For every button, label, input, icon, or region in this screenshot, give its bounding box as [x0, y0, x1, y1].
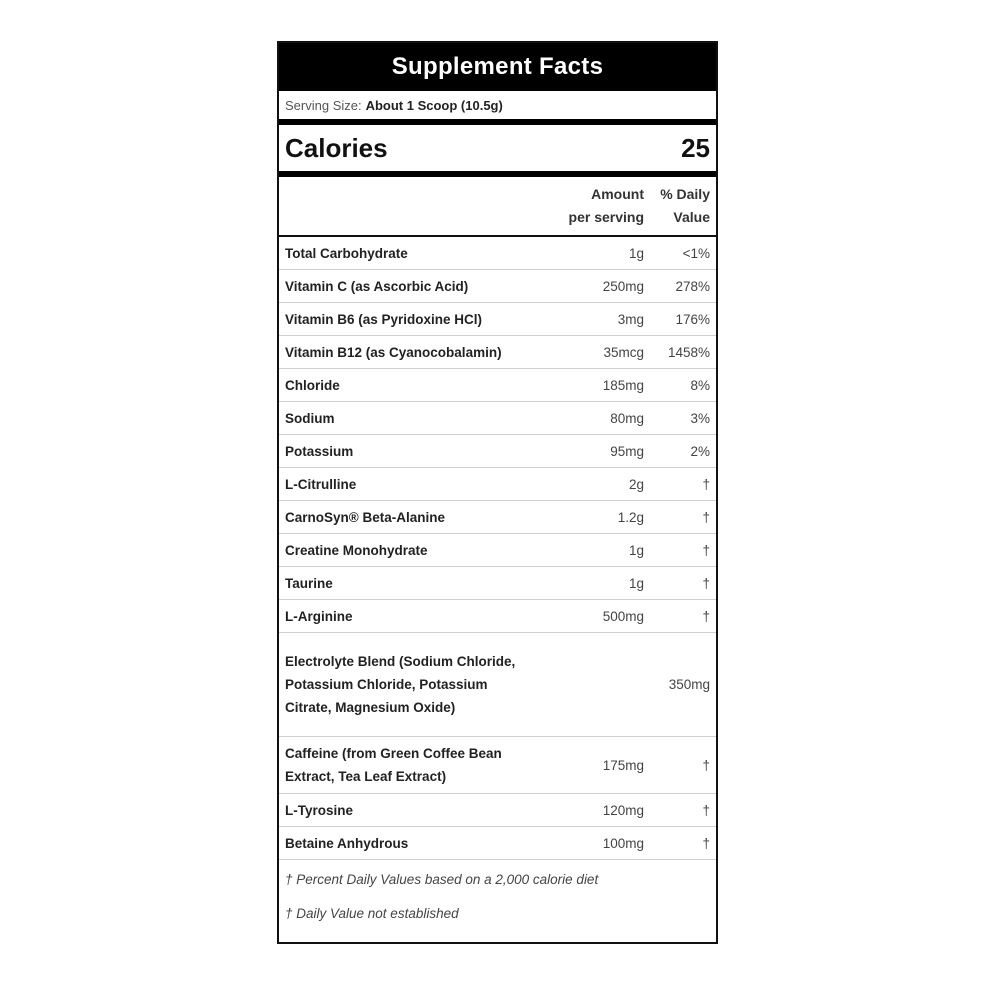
- nutrient-daily-value: <1%: [682, 245, 710, 261]
- nutrient-daily-value: †: [702, 575, 710, 591]
- nutrient-name: L-Arginine: [285, 608, 353, 624]
- nutrient-row: [279, 468, 716, 501]
- nutrient-name: L-Citrulline: [285, 476, 357, 492]
- nutrient-name: CarnoSyn® Beta-Alanine: [285, 509, 445, 525]
- nutrient-amount: 185mg: [602, 377, 644, 393]
- serving-size-value: About 1 Scoop (10.5g): [365, 97, 503, 113]
- footnotes: [279, 860, 716, 936]
- daily-value-column-header: [644, 183, 716, 229]
- supplement-facts-panel: [277, 41, 718, 944]
- nutrient-name: Betaine Anhydrous: [285, 835, 409, 851]
- nutrient-row: [279, 737, 716, 794]
- calories-label: Calories: [285, 132, 388, 163]
- nutrient-name: L-Tyrosine: [285, 802, 354, 818]
- nutrient-row: [279, 794, 716, 827]
- nutrient-name: Vitamin C (as Ascorbic Acid): [285, 278, 469, 294]
- nutrient-amount: 1g: [628, 245, 644, 261]
- nutrient-daily-value: 2%: [690, 443, 710, 459]
- nutrient-daily-value: †: [702, 802, 710, 818]
- nutrient-daily-value: †: [702, 608, 710, 624]
- serving-size-label: Serving Size:: [285, 97, 362, 113]
- nutrient-amount: 175mg: [602, 757, 644, 773]
- nutrient-name: Total Carbohydrate: [285, 245, 408, 261]
- nutrient-amount: 1g: [628, 575, 644, 591]
- nutrient-row: [279, 600, 716, 633]
- nutrient-amount: 1.2g: [617, 509, 644, 525]
- nutrient-name: Vitamin B6 (as Pyridoxine HCl): [285, 311, 483, 327]
- calories-value: 25: [681, 132, 710, 163]
- nutrient-row: [279, 270, 716, 303]
- nutrient-row: [279, 336, 716, 369]
- dv-header-line1: % Daily: [660, 186, 710, 202]
- nutrient-name: Creatine Monohydrate: [285, 542, 428, 558]
- amount-column-header: [524, 183, 644, 229]
- nutrient-amount: 95mg: [610, 443, 644, 459]
- calories-row: [279, 125, 716, 177]
- nutrient-daily-value: †: [702, 757, 710, 773]
- nutrient-row: [279, 237, 716, 270]
- dv-header-line2: Value: [673, 209, 710, 225]
- nutrient-daily-value: 8%: [690, 377, 710, 393]
- nutrient-table: [279, 237, 716, 860]
- nutrient-name: Vitamin B12 (as Cyanocobalamin): [285, 344, 502, 360]
- nutrient-daily-value: 278%: [675, 278, 710, 294]
- nutrient-daily-value: †: [702, 835, 710, 851]
- nutrient-amount: 3mg: [617, 311, 644, 327]
- nutrient-row: [279, 501, 716, 534]
- nutrient-row: [279, 534, 716, 567]
- nutrient-amount: 2g: [628, 476, 644, 492]
- nutrient-daily-value: 176%: [675, 311, 710, 327]
- nutrient-amount: 100mg: [602, 835, 644, 851]
- column-headers: [279, 177, 716, 237]
- nutrient-row-blend: [279, 633, 716, 737]
- panel-title: Supplement Facts: [279, 43, 716, 91]
- nutrient-daily-value: †: [702, 542, 710, 558]
- nutrient-amount: 1g: [628, 542, 644, 558]
- amount-header-line2: per serving: [568, 209, 644, 225]
- nutrient-row: [279, 402, 716, 435]
- nutrient-amount: 120mg: [602, 802, 644, 818]
- nutrient-name: Taurine: [285, 575, 333, 591]
- nutrient-row: [279, 827, 716, 860]
- nutrient-daily-value: †: [702, 509, 710, 525]
- amount-header-line1: Amount: [591, 186, 644, 202]
- nutrient-amount: 35mcg: [603, 344, 644, 360]
- nutrient-daily-value: 3%: [690, 410, 710, 426]
- nutrient-name: Potassium: [285, 443, 354, 459]
- nutrient-name: Chloride: [285, 377, 340, 393]
- serving-size: [279, 91, 716, 125]
- nutrient-amount: 80mg: [610, 410, 644, 426]
- nutrient-amount: 250mg: [602, 278, 644, 294]
- nutrient-name: Sodium: [285, 410, 335, 426]
- nutrient-daily-value: 1458%: [667, 344, 710, 360]
- nutrient-row: [279, 567, 716, 600]
- nutrient-row: [279, 303, 716, 336]
- nutrient-name: Electrolyte Blend (Sodium Chloride, Potassium Chloride, Potassium Citrate, Magnesium Oxide): [285, 654, 516, 715]
- footnote-daily-values: † Percent Daily Values based on a 2,000 calorie diet: [285, 872, 599, 887]
- nutrient-amount: 500mg: [602, 608, 644, 624]
- nutrient-row: [279, 435, 716, 468]
- nutrient-row: [279, 369, 716, 402]
- nutrient-daily-value: †: [702, 476, 710, 492]
- footnote-not-established: † Daily Value not established: [285, 906, 459, 921]
- nutrient-name: Caffeine (from Green Coffee Bean Extract, Tea Leaf Extract): [285, 746, 502, 784]
- nutrient-amount: 350mg: [668, 677, 710, 692]
